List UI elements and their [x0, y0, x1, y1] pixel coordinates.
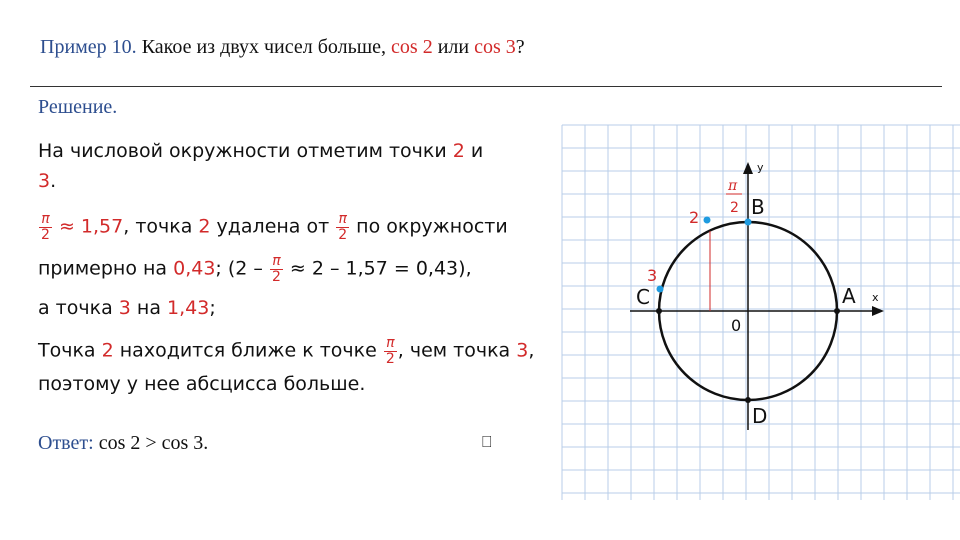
y-axis-arrow-icon — [743, 162, 753, 174]
label-point-3: 3 — [647, 266, 658, 285]
p3-distance-value: 1,43 — [167, 297, 210, 319]
p4-comma: , — [528, 339, 535, 362]
p2-semicolon: ; — [215, 257, 222, 280]
fraction-denominator: 2 — [338, 226, 348, 243]
paragraph-4-line-2: поэтому у нее абсцисса больше. — [38, 373, 366, 395]
p2-text-point: , точка — [123, 215, 199, 238]
label-two: 2 — [730, 200, 739, 216]
p4-point-2: 2 — [101, 339, 114, 362]
label-a: A — [842, 284, 856, 308]
label-b: B — [751, 195, 765, 219]
question-text: Какое из двух чисел больше, — [136, 36, 392, 58]
p1-point-3: 3 — [38, 170, 51, 192]
point-d — [745, 397, 751, 403]
p2-distance-value: 0,43 — [173, 257, 216, 280]
p1-dot: . — [50, 170, 57, 192]
p2-text-along: по окружности — [350, 215, 508, 238]
fraction-numerator: π — [384, 336, 397, 352]
p4-text-3: , чем точка — [397, 339, 517, 362]
p4-point-3: 3 — [516, 339, 529, 362]
label-d: D — [752, 404, 768, 428]
or-word: или — [432, 36, 475, 58]
end-of-proof-icon: ⎕ — [482, 434, 492, 451]
cos2-expression: cos 2 — [391, 36, 433, 58]
fraction-numerator: π — [336, 212, 349, 228]
point-c — [656, 308, 662, 314]
p3-semicolon: ; — [209, 297, 216, 319]
answer-label: Ответ: — [38, 432, 94, 454]
fraction-numerator: π — [270, 254, 283, 270]
point-2 — [704, 217, 711, 224]
label-pi: π — [728, 178, 738, 194]
p2-text-removed: удалена от — [210, 215, 336, 238]
x-axis-label: x — [872, 291, 879, 304]
cos3-expression: cos 3 — [474, 36, 516, 58]
p4-text-1: Точка — [38, 339, 102, 362]
p1-text: На числовой окружности отметим точки — [38, 140, 453, 162]
question-mark: ? — [515, 36, 525, 58]
p3-text: а точка — [38, 297, 119, 319]
p2-approx-by: примерно на — [38, 257, 174, 280]
example-number: Пример 10. — [40, 36, 137, 58]
fraction-numerator: π — [39, 212, 52, 228]
fraction-denominator: 2 — [271, 268, 281, 285]
x-axis-arrow-icon — [872, 306, 884, 316]
label-c: C — [636, 285, 650, 309]
fraction-denominator: 2 — [385, 350, 395, 367]
fraction-denominator: 2 — [41, 226, 50, 243]
solution-label: Решение. — [38, 96, 118, 118]
origin-label: 0 — [731, 316, 742, 335]
answer-value: cos 2 > cos 3. — [93, 432, 209, 454]
grid — [562, 125, 960, 500]
p1-point-2: 2 — [452, 140, 465, 162]
p4-text-2: находится ближе к точке — [113, 339, 383, 362]
p3-on: на — [130, 297, 168, 319]
p3-point-3: 3 — [118, 297, 131, 319]
point-3 — [657, 286, 664, 293]
point-a — [834, 308, 840, 314]
p2-point-2: 2 — [198, 215, 211, 238]
p2-calc-open: (2 – — [221, 257, 269, 280]
y-axis-label: y — [757, 161, 764, 174]
p1-and: и — [464, 140, 484, 162]
label-point-2: 2 — [689, 208, 700, 227]
point-b — [745, 219, 752, 226]
p2-calc-rest: ≈ 2 – 1,57 = 0,43), — [283, 257, 472, 280]
approx-value: ≈ 1,57 — [52, 215, 124, 238]
